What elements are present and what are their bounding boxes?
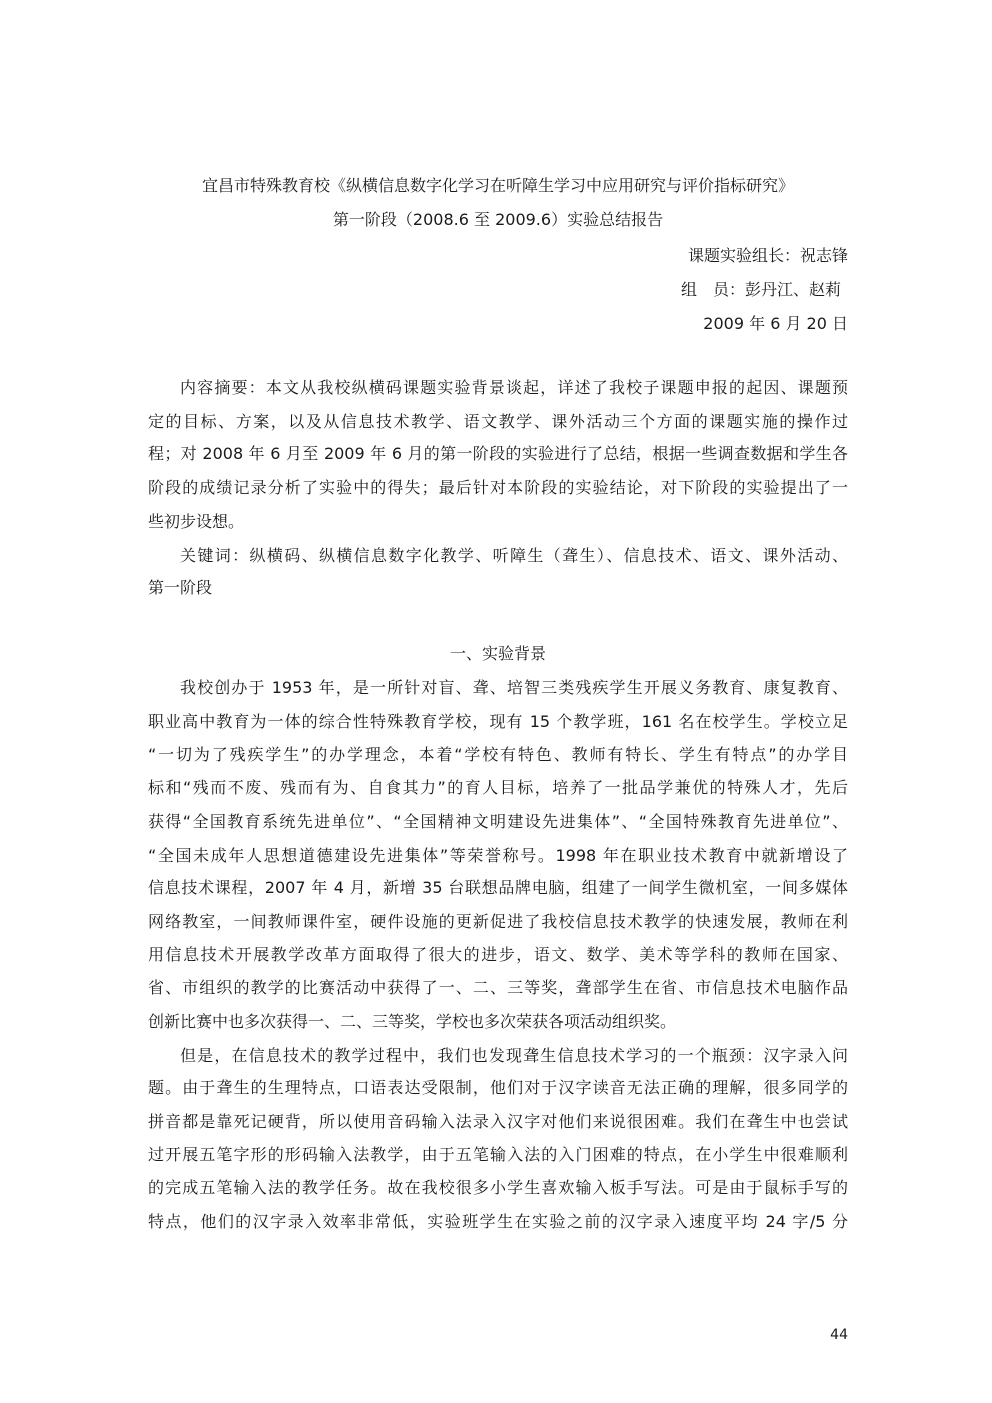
paragraph-line: 我校创办于 1953 年，是一所针对盲、聋、培智三类残疾学生开展义务教育、康复教育、 — [180, 678, 848, 697]
abstract-line: 定的目标、方案，以及从信息技术教学、语文教学、课外活动三个方面的课题实施的操作过 — [148, 412, 848, 431]
paragraph-line: 过开展五笔字形的形码输入法教学，由于五笔输入法的入门困难的特点，在小学生中很难顺利 — [148, 1145, 848, 1164]
report-title-line-1: 宜昌市特殊教育校《纵横信息数字化学习在听障生学习中应用研究与评价指标研究》 — [201, 176, 794, 195]
paragraph-line: 创新比赛中也多次获得一、二、三等奖，学校也多次荣获各项活动组织奖。 — [148, 1012, 677, 1031]
abstract-line: 内容摘要：本文从我校纵横码课题实验背景谈起，详述了我校子课题申报的起因、课题预 — [180, 378, 848, 397]
report-title-line-2: 第一阶段（2008.6 至 2009.6）实验总结报告 — [332, 210, 664, 229]
paragraph-line: 职业高中教育为一体的综合性特殊教育学校，现有 15 个教学班，161 名在校学生。学校立足 — [148, 712, 848, 731]
paragraph-line: 信息技术课程，2007 年 4 月，新增 35 台联想品牌电脑，组建了一间学生微机室，一间多媒体 — [148, 878, 848, 897]
abstract-line: 程；对 2008 年 6 月至 2009 年 6 月的第一阶段的实验进行了总结，根据一些调查数据和学生各 — [148, 444, 848, 463]
group-leader: 课题实验组长：祝志锋 — [687, 246, 848, 265]
paragraph-line: “全国未成年人思想道德建设先进集体”等荣誉称号。1998 年在职业技术教育中就新增设了 — [148, 846, 848, 865]
report-date: 2009 年 6 月 20 日 — [703, 314, 848, 333]
abstract-line: 阶段的成绩记录分析了实验中的得失；最后针对本阶段的实验结论，对下阶段的实验提出了一 — [148, 478, 848, 497]
paragraph-line: 但是，在信息技术的教学过程中，我们也发现聋生信息技术学习的一个瓶颈：汉字录入问 — [180, 1046, 848, 1065]
paragraph-line: 用信息技术开展教学改革方面取得了很大的进步，语文、数学、美术等学科的教师在国家、 — [148, 945, 848, 964]
paragraph-line: 标和“残而不废、残而有为、自食其力”的育人目标，培养了一批品学兼优的特殊人才，先后 — [148, 778, 848, 797]
keywords-line: 关键词：纵横码、纵横信息数字化教学、听障生（聋生）、信息技术、语文、课外活动、 — [180, 546, 848, 565]
paragraph-line: 网络教室，一间教师课件室，硬件设施的更新促进了我校信息技术教学的快速发展，教师在利 — [148, 912, 848, 931]
page-number: 44 — [830, 1327, 848, 1343]
paragraph-line: 获得“全国教育系统先进单位”、“全国精神文明建设先进集体”、“全国特殊教育先进单位”、 — [148, 812, 848, 831]
keywords-line: 第一阶段 — [148, 578, 213, 597]
paragraph-line: 特点，他们的汉字录入效率非常低，实验班学生在实验之前的汉字录入速度平均 24 字/5 分 — [148, 1212, 848, 1231]
section-heading: 一、实验背景 — [449, 644, 546, 663]
paragraph-line: 省、市组织的教学的比赛活动中获得了一、二、三等奖，聋部学生在省、市信息技术电脑作品 — [148, 978, 848, 997]
paragraph-line: 题。由于聋生的生理特点，口语表达受限制，他们对于汉字读音无法正确的理解，很多同学的 — [148, 1078, 848, 1097]
abstract-line: 些初步设想。 — [148, 512, 245, 531]
group-members: 组 员：彭丹江、赵莉 — [681, 280, 842, 299]
paragraph-line: 的完成五笔输入法的教学任务。故在我校很多小学生喜欢输入板手写法。可是由于鼠标手写的 — [148, 1178, 848, 1197]
paragraph-line: 拼音都是靠死记硬背，所以使用音码输入法录入汉字对他们来说很困难。我们在聋生中也尝试 — [148, 1112, 848, 1131]
paragraph-line: “一切为了残疾学生”的办学理念，本着“学校有特色、教师有特长、学生有特点”的办学目 — [148, 745, 848, 764]
